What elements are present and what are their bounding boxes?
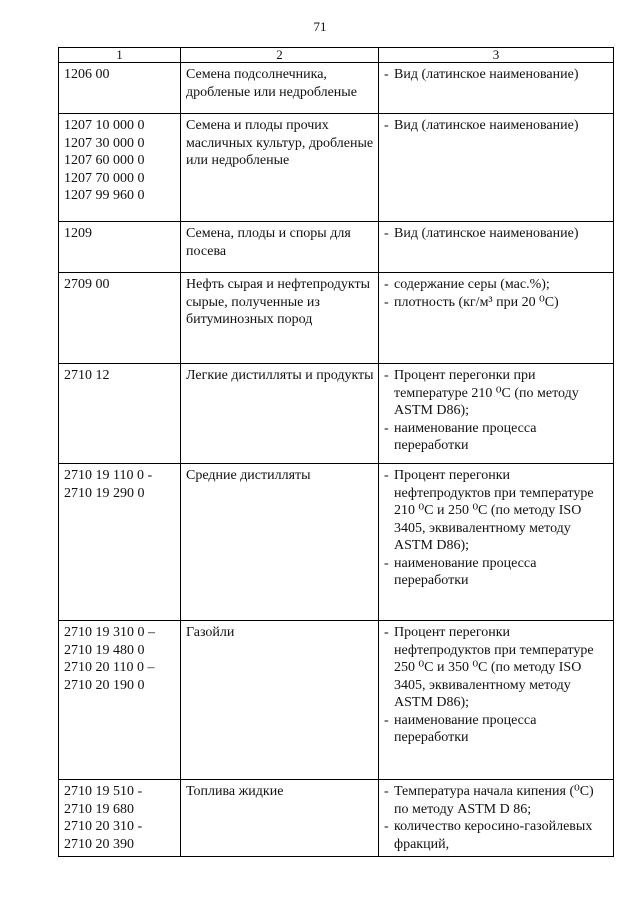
- list-dash: -: [384, 118, 389, 133]
- table-row: [59, 63, 614, 114]
- property-text: Вид (латинское наименование): [394, 67, 579, 82]
- tnved-code: 2710 20 190 0: [64, 677, 145, 693]
- list-dash: -: [384, 420, 389, 436]
- properties-cell: [379, 114, 614, 222]
- description-cell: Легкие дистилляты и продукты: [181, 364, 379, 464]
- tnved-code: 2710 20 110 0 –: [64, 660, 155, 675]
- property-item: [384, 555, 609, 590]
- description-cell: Газойли: [181, 621, 379, 780]
- property-text: плотность (кг/м³ при 20 ⁰С): [394, 294, 559, 310]
- tnved-code: 2710 12: [64, 368, 110, 383]
- property-item: [384, 225, 609, 243]
- property-text: Вид (латинское наименование): [394, 118, 579, 133]
- tnved-code: 1207 10 000 0: [64, 118, 145, 133]
- list-dash: -: [384, 625, 389, 640]
- description-cell: Средние дистилляты: [181, 464, 379, 621]
- tnved-code: 2710 20 310 -: [64, 819, 143, 834]
- properties-cell: [379, 464, 614, 621]
- tnved-code: 1206 00: [64, 67, 110, 82]
- description-cell: Семена подсолнечника, дробленые или недробленые: [181, 63, 379, 114]
- table-row: [59, 273, 614, 364]
- properties-cell: [379, 63, 614, 114]
- property-item: [384, 624, 609, 712]
- list-dash: -: [384, 468, 389, 483]
- property-text: Процент перегонки нефтепродуктов при температуре 210 ⁰С и 250 ⁰С (по методу ISO 3405, эквивалентному методу ASTM D86);: [394, 468, 594, 553]
- tnved-code: 2710 19 310 0 –: [64, 625, 155, 640]
- property-text: наименование процесса переработки: [394, 712, 537, 745]
- table-row: [59, 464, 614, 621]
- list-dash: -: [384, 784, 389, 799]
- table-body: [59, 63, 614, 857]
- properties-cell: [379, 273, 614, 364]
- code-cell: [59, 222, 181, 273]
- list-dash: -: [384, 277, 389, 292]
- list-dash: -: [384, 712, 389, 728]
- table-row: [59, 222, 614, 273]
- table-row: [59, 780, 614, 857]
- property-item: [384, 467, 609, 555]
- property-item: [384, 276, 609, 294]
- code-cell: [59, 114, 181, 222]
- property-text: Температура начала кипения (⁰С) по методу ASTM D 86;: [394, 784, 594, 817]
- properties-cell: [379, 364, 614, 464]
- tnved-code: 1209: [64, 226, 92, 241]
- list-dash: -: [384, 819, 389, 834]
- property-text: содержание серы (мас.%);: [394, 277, 550, 292]
- list-dash: -: [384, 226, 389, 241]
- list-dash: -: [384, 555, 389, 571]
- tnved-code: 1207 30 000 0: [64, 135, 145, 151]
- tnved-code: 1207 60 000 0: [64, 153, 145, 168]
- properties-cell: [379, 621, 614, 780]
- tnved-code: 2710 19 110 0 -: [64, 468, 153, 483]
- property-text: количество керосино-газойлевых фракций,: [394, 819, 593, 852]
- tnved-code: 2709 00: [64, 277, 110, 292]
- code-cell: [59, 364, 181, 464]
- properties-cell: [379, 222, 614, 273]
- description-cell: Нефть сырая и нефтепродукты сырые, полученные из битуминозных пород: [181, 273, 379, 364]
- tnved-code: 1207 70 000 0: [64, 170, 145, 186]
- table-row: [59, 114, 614, 222]
- code-cell: [59, 780, 181, 857]
- property-item: [384, 783, 609, 818]
- list-dash: -: [384, 67, 389, 82]
- property-item: [384, 420, 609, 455]
- code-cell: [59, 621, 181, 780]
- property-text: наименование процесса переработки: [394, 555, 537, 588]
- property-item: [384, 712, 609, 747]
- description-cell: Семена и плоды прочих масличных культур, дробленые или недробленые: [181, 114, 379, 222]
- property-item: [384, 66, 609, 84]
- code-cell: [59, 464, 181, 621]
- property-text: Вид (латинское наименование): [394, 226, 579, 241]
- header-row: [59, 48, 614, 63]
- classification-table: [58, 47, 614, 857]
- column-header: 3: [379, 48, 614, 63]
- list-dash: -: [384, 368, 389, 383]
- property-text: наименование процесса переработки: [394, 420, 537, 453]
- property-item: [384, 818, 609, 853]
- tnved-code: 2710 19 510 -: [64, 784, 143, 799]
- tnved-code: 2710 20 390: [64, 836, 134, 852]
- list-dash: -: [384, 294, 389, 310]
- description-cell: Семена, плоды и споры для посева: [181, 222, 379, 273]
- code-cell: [59, 273, 181, 364]
- tnved-code: 2710 19 680: [64, 801, 134, 817]
- tnved-code: 1207 99 960 0: [64, 188, 145, 203]
- table-row: [59, 364, 614, 464]
- page-number: 71: [313, 19, 327, 34]
- property-item: [384, 117, 609, 135]
- description-cell: Топлива жидкие: [181, 780, 379, 857]
- property-item: [384, 294, 609, 312]
- column-header: 2: [181, 48, 379, 63]
- property-text: Процент перегонки при температуре 210 ⁰С (по методу ASTM D86);: [394, 368, 579, 418]
- property-text: Процент перегонки нефтепродуктов при температуре 250 ⁰С и 350 ⁰С (по методу ISO 3405, эквивалентному методу ASTM D86);: [394, 625, 594, 710]
- tnved-code: 2710 19 290 0: [64, 485, 145, 501]
- table-row: [59, 621, 614, 780]
- properties-cell: [379, 780, 614, 857]
- tnved-code: 2710 19 480 0: [64, 642, 145, 658]
- column-header: 1: [59, 48, 181, 63]
- property-item: [384, 367, 609, 420]
- code-cell: [59, 63, 181, 114]
